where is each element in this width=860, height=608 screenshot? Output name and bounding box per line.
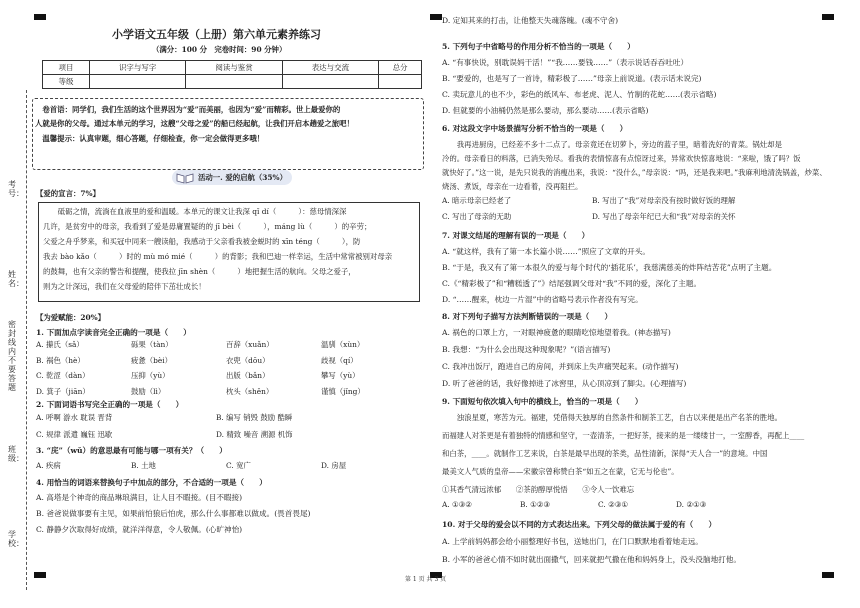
option[interactable]: C. 静静夕次取得好成绩，就洋洋得意，令人敬佩。(心旷神怡) [36,525,243,534]
score-table-header: 总分 [379,61,422,75]
option[interactable]: B. 土地 [131,461,156,470]
option-item: 出版（bǎn） [226,371,270,380]
option-item: 歧视（qí） [321,355,358,365]
option[interactable]: D. “……醒来，枕边一片湿”中的省略号表示作者没有写完。 [442,295,643,304]
seal-line [26,90,27,590]
option[interactable]: C. 乾涩（dàn） [36,371,90,380]
option-item: 谨慎（jǐng） [321,386,365,396]
option[interactable]: A. 呼啊 游水 耽误 晋背 [36,413,113,422]
option[interactable]: B. 写出了“我”对母亲没有按时做好饭的理解 [592,196,736,205]
option[interactable]: D. ②①③ [676,500,707,509]
option[interactable]: D. 但就要的小油桶仍然是那么要动，那么要动……(表示省略) [442,106,649,115]
passage-line: 浊浪星夏，寒苦为元。福建，凭借得天独厚的自然条件和制茶工艺，自古以来便是出产名茶的胜地。 [442,413,782,422]
passage-line: 冷的。母亲看日的料落，已消失殆尽。看我的表情惊喜有点惊讶过来，异常欢快惊喜地说：“来啦，饿了吗？饭 [442,154,801,163]
option[interactable]: A. “有事快说，别耽误妈干活！”“我……要钱……”（表示说话吞吞吐吐） [442,58,689,67]
registration-mark [822,572,834,578]
passage-line: 父爱之舟乎梦来，和买冠中同来一艘读船，我感动于父亲看我被金蜕时的 xīn téng（ ），防 [43,237,361,246]
option[interactable]: B. “于是，我又有了第一本很久的爱与每个时代的‘插花乐’，我慈满慈美的炸阵结苦花”点明了主题。 [442,263,777,272]
passage-line: 而福建人对茶更是有着独特的情感和坚守，一壶清茶，一把好茶，接来的是一缕缕甘一，一室醇香，再配上____ [442,431,805,440]
q6-options [442,195,735,208]
question-stem: 3. “庑”（wǔ）的意思最有可能与哪一项有关？（ ） [36,446,227,455]
grade-cell[interactable] [90,75,186,89]
q6-options [442,211,736,224]
passage-line: 砥砺之情，流淌在血液里的爱和温暖。本单元的课文让我深 qǐ dí（ ）：慈母情深深 [43,207,347,216]
option[interactable]: B. 我想：“为什么会出现这种现象呢？”(语言描写) [442,345,611,354]
passage-line: 最美文人气质的皇帝——宋徽宗曾称赞白茶“如五之在蒙，它无与伦也”。 [442,467,679,476]
grade-row-label: 等级 [43,75,90,89]
option[interactable]: D. 听了爸爸的话，我好像掉进了冰窖里，从心顶凉到了脚尖。(心理描写) [442,379,687,388]
option[interactable]: A. 攥氏（sǎ） [36,340,84,349]
option[interactable]: A. 暗示母亲已经老了 [442,196,512,205]
question-stem: 2. 下面词语书写完全正确的一项是（ ） [36,400,184,409]
page-title: 小学语文五年级（上册）第六单元素养练习 [112,28,321,41]
section-heading: 【为爱赋能：20%】 [36,313,106,322]
seal-line-note: 密 封 线 内 不 要 答 题 [8,320,16,392]
passage-box [38,202,420,302]
question-stem: 6. 对这段文字中场景描写分析不恰当的一项是（ ） [442,124,628,133]
passage-line: 和白茶，____。就制作工艺来说，白茶是最早出现的茶类，品性清新，深得“天人合一”的意境。中国 [442,449,768,458]
option[interactable]: B. 编写 销毁 鼓励 酷瞬 [216,413,293,422]
option-item: 鼓励（lì） [131,386,166,396]
question-stem: 8. 对下列句子描写方法判断错误的一项是（ ） [442,312,613,321]
option-item: 压抑（yù） [131,371,170,380]
passage-line: 我去 bào kǎo（ ）时的 mù mó mié（ ）的背影；我和巴迪一样幸运，生活中常常被别对母亲 [43,252,393,261]
page-footer: 第 1 页 共 3 页 [405,576,447,583]
option[interactable]: D. 写出了母亲年纪已大和“我”对母亲的关怀 [592,212,736,221]
option[interactable]: A. 上学前妈妈都会给小丽整理好书包，送她出门，在门口默默地看着她走远。 [442,537,703,546]
intro-line: 人就是你的父母。通过本单元的学习，这艘“父母之爱”的船已经起航，让我们开启本趟爱之旅吧！ [35,119,354,128]
grade-cell[interactable] [186,75,282,89]
passage-line: 烧汤、煮饭，母亲在一边看着，没再阻拦。 [442,182,583,191]
q9-options [442,499,706,512]
option-item: 砾果（tàn） [131,340,173,349]
q1-options [36,339,416,398]
registration-mark [822,14,834,20]
name-label: 姓名： [8,270,24,288]
option[interactable]: D. 房屋 [321,461,347,470]
passage-line: 几许，是贫穷中的母亲，我看到了爱是毋庸置疑的的 jī bèi（ ），máng lù（ ）的辛劳； [43,222,372,231]
score-table-header: 识字与写字 [90,61,186,75]
option[interactable]: D. 箕子（jiān） [36,386,90,396]
score-table-header: 表达与交流 [282,61,378,75]
school-label: 学校： [8,530,24,548]
option[interactable]: D. 定知其来的打击，让他整天失魂落魄。(魂不守舍) [442,16,619,25]
option-item: 攀写（yù） [321,371,360,380]
intro-line: 卷首语：同学们，我们生活的这个世界因为“爱”而美丽，也因为“爱”而精彩。世上最爱你的 [35,105,341,114]
page-subtitle: （满分：100 分 完卷时间：90 分钟） [152,45,287,54]
option[interactable]: A. 疾病 [36,461,61,470]
option[interactable]: C. 规律 派遣 巍钰 迅歇 [36,429,113,439]
registration-mark [34,14,46,20]
tips-line: 温馨提示：认真审题，细心答题，仔细检查，你一定会做得更多哦！ [35,134,265,143]
passage-line: 就快好了。”这一说，是先只说我的消瘦出来，我说：“没什么，”母亲说：“吗，还是我来吧。”我麻利地清洗锅盖，炒菜、 [442,168,827,177]
grade-cell[interactable] [379,75,422,89]
registration-mark [34,572,46,578]
option[interactable]: A. 高塔是个神奇的商品琳琅满目，让人目不暇接。(目不暇接) [36,493,243,502]
exam-number-label: 考号： [8,180,24,198]
question-stem: 4. 用恰当的词语来替换句子中加点的部分，不合适的一项是（ ） [36,478,267,487]
option-item: 衣兜（dōu） [226,355,270,365]
passage-line: 我再进厨房，已经差不多十二点了。母亲竟还在切萝卜，旁边的蓝子里，暗着洗好的青菜。锅灶却是 [442,140,782,149]
option[interactable]: A. ①③② [442,500,472,509]
question-stem: 7. 对课文结尾的理解有误的一项是（ ） [442,231,590,240]
option[interactable]: C.《“精彩极了”和“糟糕透了”》结尾强调父母对“我”不同的爱，深化了主题。 [442,279,702,288]
activity-banner [172,170,292,185]
score-table-header: 阅读与鉴赏 [186,61,282,75]
option-item: 枕头（shěn） [226,386,274,396]
binding-margin [6,180,24,600]
option-item: 疲惫（bèi） [131,355,173,365]
q2-options [36,412,416,441]
option[interactable]: B. ①②③ [520,500,551,509]
activity-title: 活动一. 爱的启航（35%） [198,173,287,182]
class-label: 班级： [8,445,24,463]
option[interactable]: C. 宽广 [226,461,251,470]
passage-line: 的鼓舞，也有父亲的警告和提醒，使我拉 jīn shèn（ ）地把握生活的航向。父母之爱子， [43,267,356,276]
passage-line: 则为之计深远，我们在父母爱的陪伴下茁壮成长！ [43,282,206,291]
question-stem: 10. 对于父母的爱会以不同的方式表达出来。下列父母的做法属于爱的有（ ） [442,520,717,529]
option[interactable]: B. 小军的爸爸心情不如时就出面撒气，回来就把气撒在他和妈妈身上，没头没脑地打他。 [442,555,741,564]
question-stem: 5. 下列句子中省略号的作用分析不恰当的一项是（ ） [442,42,635,51]
option[interactable]: C. 卖玩意儿的也不少，彩色的纸风车、布老虎、泥人、竹制的花蛇……(表示省略) [442,90,717,99]
book-icon [176,172,194,184]
option[interactable]: C. ②③① [598,500,628,509]
registration-mark [430,14,442,20]
q3-options [36,460,416,473]
option[interactable]: D. 精致 噪音 溯源 机饰 [216,429,293,439]
option[interactable]: C. 我冲出饭厅，跑进自己的房间，并到床上失声痛哭起来。(动作描写) [442,362,679,371]
option-item: 百辞（xuǎn） [226,340,274,349]
intro-box [32,98,424,170]
grade-cell[interactable] [282,75,378,89]
option-item: 温驯（xùn） [321,340,365,349]
question-stem: 9. 下面短句依次填入句中的横线上，恰当的一项是（ ） [442,397,643,406]
option[interactable]: C. 写出了母亲的无助 [442,212,512,221]
passage-line: ①其香气清远浓郁 ②茶韵醇厚悦悟 ③令人一饮难忘 [442,485,635,494]
option[interactable]: A. “就这样，我有了第一本长篇小说……”照应了文章的开头。 [442,247,650,256]
option[interactable]: B. 祸色（hè） [36,355,85,365]
section-heading: 【爱的宣言：7%】 [36,189,100,198]
score-table-header: 项目 [43,61,90,75]
option[interactable]: B. 爸爸说做事要有主见，如果前怕狼后怕虎，那么什么事都难以做成。(畏首畏尾) [36,509,311,518]
score-table [42,60,422,89]
option[interactable]: B. “要爱的，也是写了一首诗，精彩极了……”母亲上前说道。(表示话未说完) [442,74,702,83]
question-stem: 1. 下面加点字读音完全正确的一项是（ ） [36,328,191,337]
option[interactable]: A. 祸色的口罩上方，一对眼神疲惫的眼睛吃惊地望着我。(神态描写) [442,328,671,337]
